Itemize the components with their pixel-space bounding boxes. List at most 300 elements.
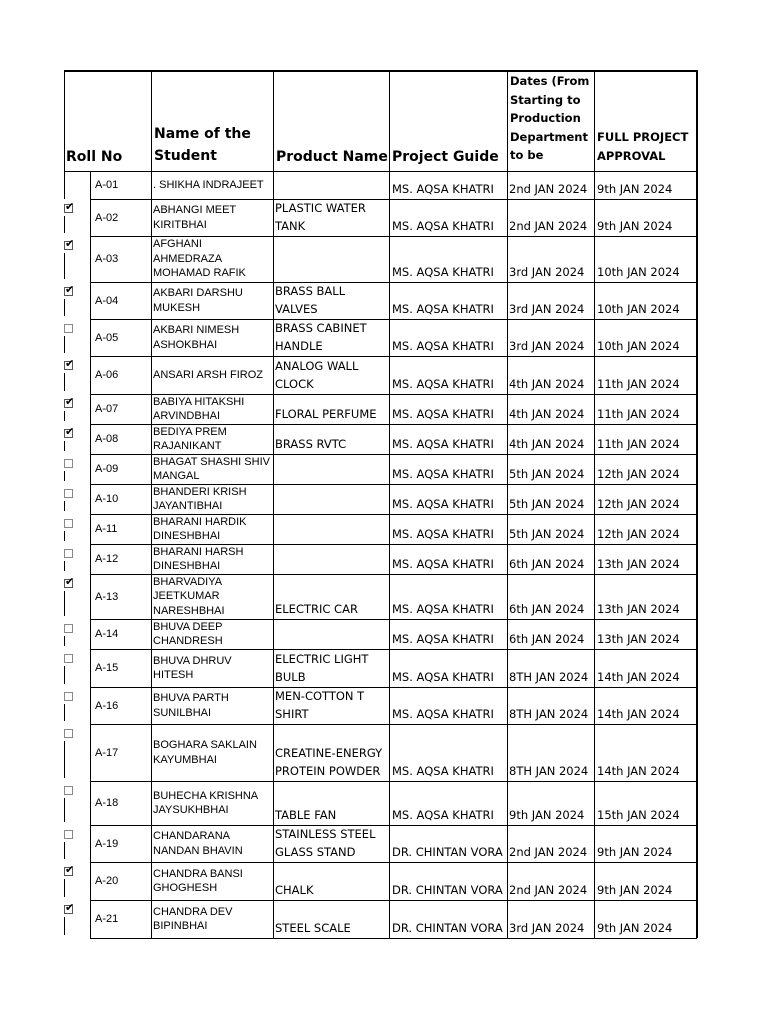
roll-number-text: A-02 [95, 211, 119, 224]
student-name [152, 825, 272, 862]
checkbox-stem [64, 798, 65, 822]
project-guide-text: DR. CHINTAN VORA [392, 921, 503, 935]
checkbox-stem [64, 561, 65, 571]
student-name-text: BHARANI HARDIK DINESHBHAI [153, 515, 247, 542]
start-date [509, 319, 595, 356]
student-name-text: BHARANI HARSH DINESHBHAI [153, 545, 244, 572]
student-name-text: CHANDRA BANSI GHOGHESH [153, 867, 243, 894]
product-name [275, 484, 389, 514]
start-date [509, 454, 595, 484]
student-name [152, 862, 272, 900]
project-guide-text: MS. AQSA KHATRI [392, 557, 494, 571]
start-date [509, 171, 595, 199]
project-guide-text: MS. AQSA KHATRI [392, 602, 494, 616]
row-checkbox[interactable] [64, 489, 73, 498]
product-name [275, 687, 389, 724]
roll-number-text: A-16 [95, 699, 119, 712]
student-name-text: BHUVA DHRUV HITESH [153, 654, 232, 681]
approval-date [597, 687, 696, 724]
start-date [509, 514, 595, 544]
project-guide [392, 424, 506, 454]
table-top-border [64, 70, 697, 72]
start-date [509, 649, 595, 687]
checkbox-stem [64, 501, 65, 511]
roll-number [92, 282, 148, 319]
project-guide-text: MS. AQSA KHATRI [392, 707, 494, 721]
checkbox-stem [64, 704, 65, 721]
product-name [275, 619, 389, 649]
roll-number-text: A-14 [95, 628, 119, 640]
approval-date-text: 10th JAN 2024 [597, 302, 680, 316]
roll-number-text: A-07 [95, 403, 119, 415]
roll-number [92, 171, 148, 199]
start-date-text: 4th JAN 2024 [509, 377, 585, 391]
approval-date [597, 199, 696, 236]
project-guide [392, 171, 506, 199]
product-name-text: CHALK [275, 883, 314, 897]
roll-number [92, 394, 148, 424]
start-date [509, 900, 595, 938]
row-checkbox[interactable] [64, 429, 73, 438]
approval-date-text: 11th JAN 2024 [597, 407, 680, 421]
student-name-text: AKBARI NIMESH ASHOKBHAI [153, 324, 240, 351]
product-name-text: STAINLESS STEEL GLASS STAND [275, 827, 376, 859]
row-checkbox[interactable] [64, 287, 73, 296]
approval-date-text: 9th JAN 2024 [597, 219, 673, 233]
approval-date [597, 649, 696, 687]
approval-date [597, 724, 696, 781]
approval-date [597, 282, 696, 319]
student-name [152, 574, 272, 619]
project-guide-text: MS. AQSA KHATRI [392, 670, 494, 684]
roll-number [92, 862, 148, 900]
roll-number [92, 900, 148, 938]
checkbox-stem [64, 842, 65, 859]
student-name-text: BHUVA DEEP CHANDRESH [153, 620, 223, 647]
start-date [509, 282, 595, 319]
project-guide-text: MS. AQSA KHATRI [392, 808, 494, 822]
approval-date-text: 10th JAN 2024 [597, 265, 680, 279]
row-checkbox[interactable] [64, 361, 73, 370]
student-name-text: CHANDARANA NANDAN BHAVIN [153, 830, 243, 857]
student-name [152, 424, 272, 454]
student-name [152, 619, 272, 649]
product-name-text: ELECTRIC CAR [275, 602, 358, 616]
roll-number-text: A-21 [95, 913, 119, 925]
student-name-text: BEDIYA PREM RAJANIKANT [153, 425, 227, 452]
approval-date-text: 13th JAN 2024 [597, 557, 680, 571]
checkbox-stem [64, 336, 65, 353]
project-guide [392, 574, 506, 619]
row-checkbox[interactable] [64, 830, 73, 839]
checkbox-stem [64, 471, 65, 481]
approval-date [597, 574, 696, 619]
roll-number [92, 454, 148, 484]
product-name [275, 825, 389, 862]
roll-number [92, 825, 148, 862]
approval-date [597, 900, 696, 938]
roll-number [92, 544, 148, 574]
student-name-text: CHANDRA DEV BIPINBHAI [153, 905, 233, 932]
product-name [275, 514, 389, 544]
approval-date-text: 10th JAN 2024 [597, 339, 680, 353]
approval-date-text: 12th JAN 2024 [597, 527, 680, 541]
approval-date-text: 14th JAN 2024 [597, 707, 680, 721]
approval-date [597, 454, 696, 484]
product-name [275, 356, 389, 394]
student-name-text: AKBARI DARSHU MUKESH [153, 287, 243, 314]
student-name-text: BHAGAT SHASHI SHIV MANGAL [153, 455, 270, 482]
row-checkbox[interactable] [64, 729, 73, 738]
project-guide [392, 319, 506, 356]
row-checkbox[interactable] [64, 519, 73, 528]
approval-date-text: 15th JAN 2024 [597, 808, 680, 822]
row-checkbox[interactable] [64, 241, 73, 250]
project-guide [392, 862, 506, 900]
checkbox-stem [64, 666, 65, 684]
project-guide-text: DR. CHINTAN VORA [392, 845, 503, 859]
start-date [509, 574, 595, 619]
roll-number [92, 424, 148, 454]
roll-number [92, 781, 148, 825]
approval-date [597, 394, 696, 424]
row-checkbox[interactable] [64, 867, 73, 876]
project-guide-text: DR. CHINTAN VORA [392, 883, 503, 897]
product-name-text: BRASS BALL VALVES [275, 284, 346, 316]
start-date-text: 2nd JAN 2024 [509, 219, 588, 233]
approval-date [597, 825, 696, 862]
row-checkbox[interactable] [64, 324, 73, 333]
project-guide [392, 199, 506, 236]
product-name [275, 424, 389, 454]
project-guide-text: MS. AQSA KHATRI [392, 339, 494, 353]
product-name [275, 862, 389, 900]
start-date-text: 9th JAN 2024 [509, 808, 585, 822]
product-name-text: ANALOG WALL CLOCK [275, 359, 359, 391]
approval-date [597, 862, 696, 900]
start-date [509, 825, 595, 862]
start-date-text: 5th JAN 2024 [509, 527, 585, 541]
roll-number [92, 236, 148, 282]
roll-number-text: A-03 [95, 253, 119, 265]
student-name [152, 649, 272, 687]
checkbox-stem [64, 917, 65, 935]
student-name [152, 781, 272, 825]
row-checkbox[interactable] [64, 399, 73, 408]
student-name [152, 687, 272, 724]
student-name [152, 282, 272, 319]
product-name [275, 454, 389, 484]
start-date [509, 619, 595, 649]
approval-date [597, 619, 696, 649]
start-date-text: 2nd JAN 2024 [509, 883, 588, 897]
approval-date-text: 13th JAN 2024 [597, 632, 680, 646]
header-full-project-approval: FULL PROJECT APPROVAL [597, 130, 689, 163]
start-date-text: 8TH JAN 2024 [509, 764, 589, 778]
student-name-text: . SHIKHA INDRAJEET [153, 178, 264, 191]
product-name [275, 282, 389, 319]
start-date-text: 2nd JAN 2024 [509, 182, 588, 196]
start-date-text: 2nd JAN 2024 [509, 845, 588, 859]
start-date-text: 3rd JAN 2024 [509, 265, 585, 279]
roll-number [92, 649, 148, 687]
header-product-name: Product Name [276, 149, 388, 165]
header-roll-no: Roll No [66, 149, 123, 165]
product-name-text: BRASS RVTC [275, 437, 347, 451]
student-name-text: ABHANGI MEET KIRITBHAI [153, 204, 236, 231]
product-name [275, 544, 389, 574]
project-guide [392, 454, 506, 484]
start-date-text: 5th JAN 2024 [509, 467, 585, 481]
project-guide [392, 514, 506, 544]
roll-number-text: A-04 [95, 294, 119, 307]
approval-date [597, 171, 696, 199]
approval-date-text: 9th JAN 2024 [597, 883, 673, 897]
column-divider [696, 70, 698, 938]
start-date [509, 394, 595, 424]
project-guide-text: MS. AQSA KHATRI [392, 632, 494, 646]
approval-date-text: 12th JAN 2024 [597, 467, 680, 481]
roll-number-text: A-13 [95, 590, 119, 603]
project-guide [392, 282, 506, 319]
roll-number [92, 484, 148, 514]
row-checkbox[interactable] [64, 905, 73, 914]
start-date [509, 424, 595, 454]
row-checkbox[interactable] [64, 692, 73, 701]
student-name [152, 236, 272, 282]
approval-date-text: 11th JAN 2024 [597, 437, 680, 451]
row-checkbox[interactable] [64, 459, 73, 468]
checkbox-stem [64, 253, 65, 279]
roll-number-text: A-18 [95, 797, 119, 809]
row-checkbox[interactable] [64, 624, 73, 633]
product-name-text: TABLE FAN [275, 808, 337, 822]
roll-number-text: A-06 [95, 369, 119, 381]
roll-number-text: A-12 [95, 553, 119, 565]
start-date-text: 3rd JAN 2024 [509, 339, 585, 353]
product-name [275, 319, 389, 356]
project-guide-text: MS. AQSA KHATRI [392, 764, 494, 778]
product-name-text: FLORAL PERFUME [275, 407, 377, 421]
student-name [152, 544, 272, 574]
project-guide-text: MS. AQSA KHATRI [392, 302, 494, 316]
student-name [152, 514, 272, 544]
checkbox-stem [64, 441, 65, 451]
start-date [509, 484, 595, 514]
approval-date-text: 9th JAN 2024 [597, 845, 673, 859]
student-name [152, 171, 272, 199]
roll-number-text: A-19 [95, 837, 119, 850]
table-left-border [64, 70, 65, 199]
product-name-text: CREATINE-ENERGY PROTEIN POWDER [275, 746, 383, 778]
approval-date-text: 12th JAN 2024 [597, 497, 680, 511]
project-guide [392, 356, 506, 394]
student-name [152, 484, 272, 514]
project-guide [392, 484, 506, 514]
column-divider [389, 70, 390, 938]
project-guide [392, 900, 506, 938]
start-date-text: 3rd JAN 2024 [509, 921, 585, 935]
product-name [275, 574, 389, 619]
student-name [152, 900, 272, 938]
student-name-text: AFGHANI AHMEDRAZA MOHAMAD RAFIK [153, 238, 246, 280]
product-name-text: MEN-COTTON T SHIRT [275, 689, 365, 721]
roll-number-text: A-20 [95, 875, 119, 887]
product-name-text: ELECTRIC LIGHT BULB [275, 652, 369, 684]
product-name-text: STEEL SCALE [275, 921, 351, 935]
roll-number-text: A-08 [95, 433, 119, 445]
product-name [275, 171, 389, 199]
student-name-text: ANSARI ARSH FIROZ [153, 368, 264, 381]
approval-date [597, 484, 696, 514]
column-divider [507, 70, 508, 938]
roll-number-text: A-05 [95, 331, 119, 344]
start-date [509, 724, 595, 781]
start-date-text: 3rd JAN 2024 [509, 302, 585, 316]
project-guide [392, 724, 506, 781]
product-name [275, 394, 389, 424]
project-guide [392, 825, 506, 862]
product-name [275, 724, 389, 781]
student-name [152, 394, 272, 424]
start-date [509, 862, 595, 900]
start-date-text: 6th JAN 2024 [509, 557, 585, 571]
checkbox-stem [64, 411, 65, 421]
roll-number [92, 319, 148, 356]
roll-number [92, 619, 148, 649]
product-name [275, 900, 389, 938]
checkbox-stem [64, 531, 65, 541]
row-divider [90, 938, 697, 939]
project-guide-text: MS. AQSA KHATRI [392, 497, 494, 511]
start-date [509, 781, 595, 825]
student-name [152, 199, 272, 236]
approval-date [597, 781, 696, 825]
roll-number-text: A-15 [95, 662, 119, 674]
roll-number [92, 514, 148, 544]
approval-date-text: 9th JAN 2024 [597, 921, 673, 935]
roll-number-text: A-09 [95, 463, 119, 475]
header-dates: Dates (From Starting to Production Department to be [510, 74, 590, 162]
checkbox-stem [64, 879, 65, 897]
start-date [509, 356, 595, 394]
start-date [509, 199, 595, 236]
product-name [275, 236, 389, 282]
checkbox-stem [64, 299, 65, 316]
project-guide [392, 236, 506, 282]
project-guide-text: MS. AQSA KHATRI [392, 219, 494, 233]
approval-date-text: 14th JAN 2024 [597, 764, 680, 778]
row-checkbox[interactable] [64, 204, 73, 213]
checkbox-stem [64, 741, 65, 778]
project-guide [392, 394, 506, 424]
project-guide [392, 544, 506, 574]
roll-number [92, 687, 148, 724]
approval-date-text: 13th JAN 2024 [597, 602, 680, 616]
student-name [152, 724, 272, 781]
project-guide-text: MS. AQSA KHATRI [392, 182, 494, 196]
row-checkbox[interactable] [64, 549, 73, 558]
project-guide [392, 781, 506, 825]
product-name [275, 781, 389, 825]
approval-date [597, 356, 696, 394]
student-name-text: BABIYA HITAKSHI ARVINDBHAI [153, 395, 245, 422]
column-divider [273, 70, 274, 938]
roll-number [92, 356, 148, 394]
project-guide [392, 619, 506, 649]
start-date-text: 4th JAN 2024 [509, 437, 585, 451]
start-date-text: 4th JAN 2024 [509, 407, 585, 421]
column-divider [151, 70, 152, 171]
checkbox-stem [64, 216, 65, 233]
approval-date [597, 514, 696, 544]
product-name-text: PLASTIC WATER TANK [275, 201, 366, 233]
roll-number-text: A-17 [95, 746, 119, 759]
start-date-text: 6th JAN 2024 [509, 602, 585, 616]
student-name-text: BOGHARA SAKLAIN KAYUMBHAI [153, 739, 257, 766]
start-date-text: 5th JAN 2024 [509, 497, 585, 511]
roll-number-text: A-11 [95, 523, 118, 535]
checkbox-stem [64, 591, 65, 616]
project-guide-text: MS. AQSA KHATRI [392, 407, 494, 421]
project-guide-text: MS. AQSA KHATRI [392, 437, 494, 451]
student-name [152, 319, 272, 356]
student-name-text: BUHECHA KRISHNA JAYSUKHBHAI [153, 789, 258, 816]
row-checkbox[interactable] [64, 654, 73, 663]
approval-date [597, 236, 696, 282]
start-date [509, 236, 595, 282]
roll-number-text: A-10 [95, 493, 119, 505]
project-guide-text: MS. AQSA KHATRI [392, 377, 494, 391]
roll-number [92, 199, 148, 236]
start-date [509, 687, 595, 724]
start-date-text: 8TH JAN 2024 [509, 707, 589, 721]
approval-date-text: 9th JAN 2024 [597, 182, 673, 196]
start-date-text: 6th JAN 2024 [509, 632, 585, 646]
approval-date-text: 14th JAN 2024 [597, 670, 680, 684]
student-name-text: BHANDERI KRISH JAYANTIBHAI [153, 485, 247, 512]
student-name [152, 454, 272, 484]
approval-date [597, 424, 696, 454]
header-project-guide: Project Guide [392, 149, 499, 165]
checkbox-stem [64, 373, 65, 391]
approval-date-text: 11th JAN 2024 [597, 377, 680, 391]
product-name [275, 649, 389, 687]
roll-number-text: A-01 [95, 179, 119, 191]
project-guide [392, 687, 506, 724]
column-divider [90, 171, 91, 938]
checkbox-stem [64, 636, 65, 646]
product-name [275, 199, 389, 236]
row-checkbox[interactable] [64, 579, 73, 588]
approval-date [597, 319, 696, 356]
student-name [152, 356, 272, 394]
roll-number [92, 724, 148, 781]
project-guide-text: MS. AQSA KHATRI [392, 527, 494, 541]
project-guide [392, 649, 506, 687]
start-date-text: 8TH JAN 2024 [509, 670, 589, 684]
product-name-text: BRASS CABINET HANDLE [275, 321, 367, 353]
roll-number [92, 574, 148, 619]
student-name-text: BHARVADIYA JEETKUMAR NARESHBHAI [153, 575, 225, 617]
student-name-text: BHUVA PARTH SUNILBHAI [153, 692, 229, 719]
project-guide-text: MS. AQSA KHATRI [392, 265, 494, 279]
header-student-name: Name of the Student [154, 126, 251, 164]
start-date [509, 544, 595, 574]
approval-date [597, 544, 696, 574]
project-guide-text: MS. AQSA KHATRI [392, 467, 494, 481]
row-checkbox[interactable] [64, 786, 73, 795]
